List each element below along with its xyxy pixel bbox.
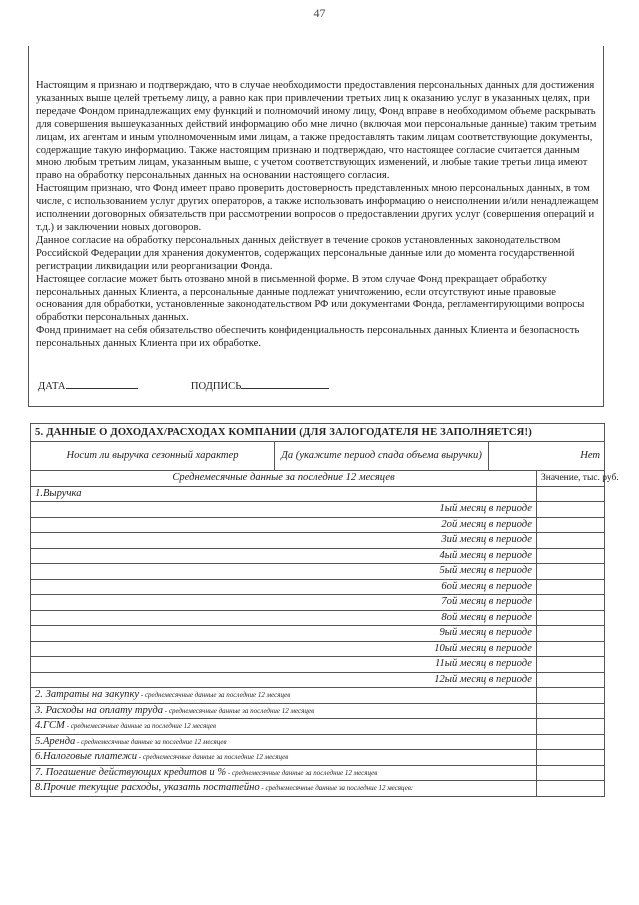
month-row-label: 8ой месяц в периоде: [31, 610, 537, 626]
consent-paragraph-1: Настоящим я признаю и подтверждаю, что в случае необходимости предоставления персональных данных для достижения указанных выше целей третьему лицу, а равно как при привлечении третьих лиц к оказанию услуг в указанных целях, при передаче Фондом принадлежащих ему функций и полномочий иному лицу, Фонд вправе в необходимом объеме раскрывать для совершения вышеуказанных действий информацию обо мне лично (включая мои персональные данные) таким третьим лицам, их агентам и иным уполномоченным ими лицам, а также предоставлять таким лицам соответствующие документы, содержащие такую информацию. Также настоящим признаю и подтверждаю, что настоящее согласие считается данным мною любым третьим лицам, указанным выше, с учетом соответствующих изменений, и любые такие третьи лица имеют право на обработку персональных данных на основании настоящего согласия.: [36, 80, 597, 182]
value-header: Значение, тыс. руб.: [537, 471, 605, 487]
expense-value-cell[interactable]: [537, 734, 605, 750]
consent-paragraph-5: Фонд принимает на себя обязательство обеспечить конфиденциальность персональных данных Клиента и безопасность персональных данных Клиента при их обработке.: [36, 325, 580, 350]
consent-paragraph-3: Данное согласие на обработку персональных данных действует в течение сроков установленных законодательством Российской Федерации для хранения документов, содержащих персональные данные или до момента государственной регистрации ликвидации или реорганизации Фонда.: [36, 234, 575, 272]
month-row-label: 5ый месяц в периоде: [31, 564, 537, 580]
expense-label: 4.ГСМ: [35, 720, 65, 732]
expense-note: - среднемесячные данные за последние 12 месяцев: [163, 706, 315, 715]
month-row-label: 9ый месяц в периоде: [31, 626, 537, 642]
expense-row-label: [31, 719, 537, 735]
month-row-label: 1ый месяц в периоде: [31, 502, 537, 518]
avg-data-header: Среднемесячные данные за последние 12 месяцев: [31, 471, 537, 487]
expense-label: 2. Затраты на закупку: [35, 689, 140, 701]
expense-row-label: [31, 734, 537, 750]
month-row-label: 11ый месяц в периоде: [31, 657, 537, 673]
month-value-cell[interactable]: [537, 579, 605, 595]
month-row-label: 7ой месяц в периоде: [31, 595, 537, 611]
month-value-cell[interactable]: [537, 595, 605, 611]
month-value-cell[interactable]: [537, 610, 605, 626]
signature-line: [38, 378, 329, 392]
month-row-label: 3ий месяц в периоде: [31, 533, 537, 549]
expense-label: 7. Погашение действующих кредитов и %: [35, 766, 227, 778]
expense-row-label: [31, 703, 537, 719]
seasonal-no-option[interactable]: Нет: [489, 442, 605, 471]
month-row-label: 6ой месяц в периоде: [31, 579, 537, 595]
expense-note: - среднемесячные данные за последние 12 месяцев: [226, 768, 378, 777]
month-value-cell[interactable]: [537, 548, 605, 564]
consent-paragraph-2: Настоящим признаю, что Фонд имеет право проверить достоверность представленных мною персональных данных, в том числе, с использованием услуг других операторов, а также использовать информацию о неисполнении и/или ненадлежащем исполнении договорных обязательств при рассмотрении вопросов о предоставлении других услуг (совершения операций и т.д.) и заключении новых договоров.: [36, 183, 599, 233]
month-value-cell[interactable]: [537, 517, 605, 533]
seasonal-yes-option[interactable]: Да (укажите период спада объема выручки): [275, 442, 489, 471]
expense-value-cell[interactable]: [537, 781, 605, 797]
revenue-label: 1.Выручка: [31, 486, 537, 502]
month-value-cell[interactable]: [537, 564, 605, 580]
expense-row-label: [31, 750, 537, 766]
expense-label: 8.Прочие текущие расходы, указать постатейно: [35, 782, 260, 794]
month-value-cell[interactable]: [537, 657, 605, 673]
consent-text: [36, 80, 602, 351]
expense-note: - среднемесячные данные за последние 12 месяцев: [139, 691, 291, 700]
month-row-label: 10ый месяц в периоде: [31, 641, 537, 657]
expense-row-label: [31, 765, 537, 781]
expense-note: - среднемесячные данные за последние 12 месяцев: [137, 753, 289, 762]
signature-field[interactable]: [241, 378, 329, 389]
month-row-label: 2ой месяц в периоде: [31, 517, 537, 533]
month-value-cell[interactable]: [537, 533, 605, 549]
expense-label: 3. Расходы на оплату труда: [35, 704, 164, 716]
month-row-label: 12ый месяц в периоде: [31, 672, 537, 688]
expense-note: - среднемесячные данные за последние 12 месяцев: [75, 737, 227, 746]
expense-row-label: [31, 781, 537, 797]
month-value-cell[interactable]: [537, 626, 605, 642]
month-value-cell[interactable]: [537, 641, 605, 657]
date-label: ДАТА: [38, 381, 66, 392]
expense-value-cell[interactable]: [537, 688, 605, 704]
expense-value-cell[interactable]: [537, 750, 605, 766]
revenue-value-cell[interactable]: [537, 486, 605, 502]
section-title: 5. ДАННЫЕ О ДОХОДАХ/РАСХОДАХ КОМПАНИИ (ДЛЯ ЗАЛОГОДАТЕЛЯ НЕ ЗАПОЛНЯЕТСЯ!): [31, 424, 605, 442]
date-field[interactable]: [66, 378, 138, 389]
consent-paragraph-4: Настоящее согласие может быть отозвано мной в письменной форме. В этом случае Фонд прекращает обработку персональных данных Клиента, а персональные данные подлежат уничтожению, если отсутствуют иные правовые основания для обработки, установленные законодательством РФ или документами Фонда, регламентирующими вопросы обработки персональных данных.: [36, 273, 585, 324]
month-value-cell[interactable]: [537, 672, 605, 688]
expense-label: 6.Налоговые платежи: [35, 751, 138, 763]
month-value-cell[interactable]: [537, 502, 605, 518]
signature-label: ПОДПИСЬ: [190, 381, 242, 392]
income-expense-table: [30, 423, 619, 797]
month-row-label: 4ый месяц в периоде: [31, 548, 537, 564]
page-number: 47: [313, 6, 326, 20]
expense-note: - среднемесячные данные за последние 12 месяцев: [64, 722, 217, 731]
expense-note: - среднемесячные данные за последние 12 месяцев:: [259, 784, 414, 793]
expense-label: 5.Аренда: [35, 735, 76, 747]
expense-value-cell[interactable]: [537, 703, 605, 719]
expense-row-label: [31, 688, 537, 704]
expense-value-cell[interactable]: [537, 719, 605, 735]
seasonal-question: Носит ли выручка сезонный характер: [31, 442, 275, 471]
expense-value-cell[interactable]: [537, 765, 605, 781]
